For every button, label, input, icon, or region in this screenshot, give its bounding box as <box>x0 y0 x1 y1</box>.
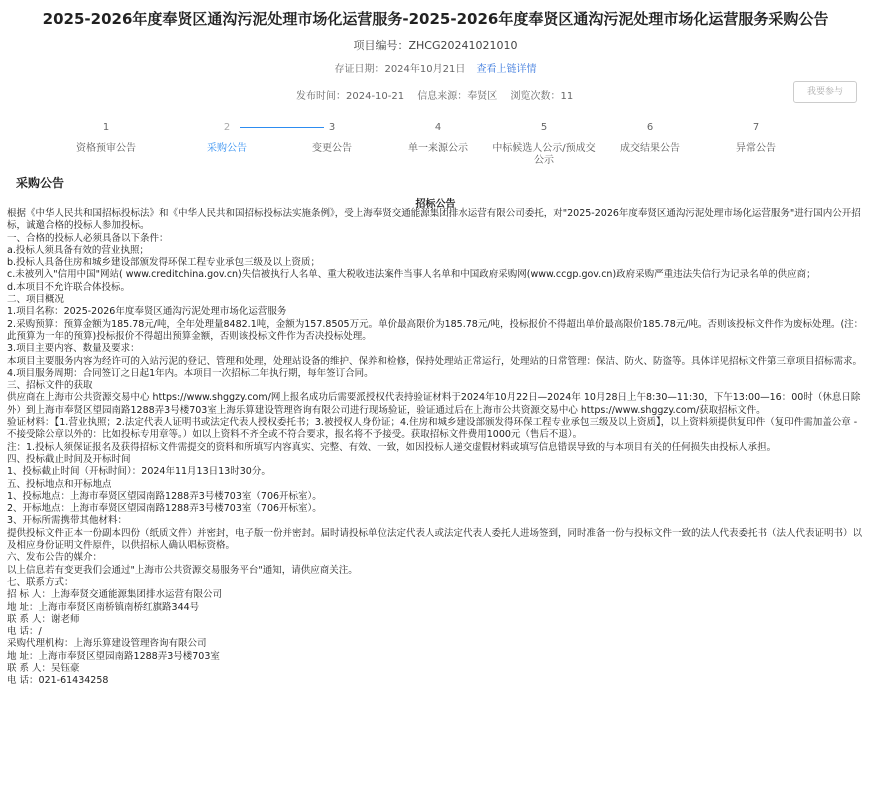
project-number: 项目编号：ZHCG20241021010 <box>353 39 518 52</box>
join-button[interactable]: 我要参与 <box>793 81 857 103</box>
step-procurement-notice[interactable]: 2 采购公告 <box>207 122 247 154</box>
body-paragraph: 四、投标截止时间及开标时间 <box>7 453 131 465</box>
body-paragraph: 七、联系方式： <box>7 576 74 588</box>
body-paragraph: 2.采购预算：预算金额为185.78元/吨，全年处理量8482.1吨，金额为157.8505万元。单价最高限价为185.78元/吨，投标报价不得超出单价最高限价185.78元/吨。否则该投标文件作为废标处理。(注：此预算为一年的预算)投标报价不得超出预算金额，否则该投标文件作为否决投标处理。 <box>7 318 864 342</box>
body-paragraph: 2、开标地点：上海市奉贤区望园南路1288弄3号楼703室（706开标室）。 <box>7 503 322 515</box>
step-prequalification[interactable]: 1 资格预审公告 <box>76 122 136 154</box>
process-steps <box>54 122 814 172</box>
body-paragraph: d.本项目不允许联合体投标。 <box>7 281 131 293</box>
chain-detail-link[interactable]: 查看上链详情 <box>476 64 537 75</box>
document-title: 招标公告 <box>415 199 456 210</box>
step-change-notice[interactable]: 3 变更公告 <box>312 122 352 154</box>
body-paragraph: 采购代理机构：上海乐算建设管理咨询有限公司 <box>7 638 207 650</box>
body-paragraph: 1、投标截止时间（开标时间）：2024年11月13日13时30分。 <box>7 466 271 478</box>
body-paragraph: 3、开标所需携带其他材料： <box>7 515 128 527</box>
info-source: 信息来源：奉贤区 <box>417 91 498 102</box>
body-paragraph: 电 话：021-61434258 <box>7 675 109 687</box>
body-paragraph: 4.项目服务周期：合同签订之日起1年内。本项目一次招标二年执行期，每年签订合同。 <box>7 367 374 379</box>
body-paragraph: 提供投标文件正本一份副本四份（纸质文件）并密封，电子版一份并密封。届时请投标单位法定代表人或法定代表人委托人进场签到，同时准备一份与投标文件一致的法人代表委托书（法人代表证明书）以及相应身份证明文件原件，以供招标人确认唱标资格。 <box>7 527 863 552</box>
body-paragraph: 六、发布公告的媒介： <box>7 552 103 564</box>
publish-time: 发布时间：2024-10-21 <box>296 91 405 102</box>
body-paragraph: 验证材料：【1.营业执照；2.法定代表人证明书或法定代表人授权委托书；3.被授权人身份证；4.住房和城乡建设部颁发得环保工程专业承包三级及以上资质】，以上资料须提供复印件（复印件需加盖公章 - 不接受除公章以外的：比如投标专用章等。）如以上资料不齐全或不符合要求，报名将不予接受。获取招标文件费用1000元（售后不退）。 <box>7 417 858 441</box>
body-paragraph: c.未被列入"信用中国"网站( www.creditchina.gov.cn)失信被执行人名单、重大税收违法案件当事人名单和中国政府采购网(www.ccgp.gov.cn)政府采购严重违法失信行为记录名单的供应商； <box>7 269 816 281</box>
deposit-info <box>0 60 871 75</box>
body-paragraph: 电 话：/ <box>7 626 42 638</box>
body-paragraph: 1、投标地点：上海市奉贤区望园南路1288弄3号楼703室（706开标室）。 <box>7 490 322 502</box>
body-paragraph: 五、投标地点和开标地点 <box>7 478 112 490</box>
body-paragraph: a.投标人须具备有效的营业执照； <box>7 244 149 256</box>
body-paragraph: 地 址：上海市奉贤区望园南路1288弄3号楼703室 <box>7 650 220 662</box>
document-body <box>7 208 865 688</box>
step-exception-notice[interactable]: 7 异常公告 <box>736 122 776 154</box>
body-paragraph: 1.项目名称：2025-2026年度奉贤区通沟污泥处理市场化运营服务 <box>7 306 287 318</box>
body-paragraph: 根据《中华人民共和国招标投标法》和《中华人民共和国招标投标法实施条例》，受上海奉贤交通能源集团排水运营有限公司委托，对"2025-2026年度奉贤区通沟污泥处理市场化运营服务"进行国内公开招标，诚邀合格的投标人参加投标。 <box>7 208 861 232</box>
body-paragraph: 注：1.投标人须保证报名及获得招标文件需提交的资料和所填写内容真实、完整、有效、一致，如因投标人递交虚假材料或填写信息错误导致的与本项目有关的任何损失由投标人承担。 <box>7 441 777 453</box>
body-paragraph: 联 系 人：吴钰豪 <box>7 662 80 674</box>
body-paragraph: 三、招标文件的获取 <box>7 380 93 392</box>
step-result-notice[interactable]: 6 成交结果公告 <box>620 122 680 154</box>
page-title: 2025-2026年度奉贤区通沟污泥处理市场化运营服务-2025-2026年度奉贤区通沟污泥处理市场化运营服务采购公告 <box>42 10 829 28</box>
step-candidate-notice[interactable]: 5 中标候选人公示/预成交公示 <box>492 122 596 166</box>
view-count: 浏览次数：11 <box>510 91 574 102</box>
body-paragraph: 地 址：上海市奉贤区南桥镇南桥红旗路344号 <box>7 601 200 613</box>
step-single-source[interactable]: 4 单一来源公示 <box>408 122 468 154</box>
body-paragraph: 以上信息若有变更我们会通过"上海市公共资源交易服务平台"通知，请供应商关注。 <box>7 564 358 576</box>
deposit-date: 存证日期：2024年10月21日 <box>334 64 466 75</box>
section-heading: 采购公告 <box>16 176 65 190</box>
body-paragraph: 联 系 人：谢老师 <box>7 613 80 625</box>
body-paragraph: 一、合格的投标人必须具备以下条件： <box>7 232 169 244</box>
body-paragraph: 二、项目概况 <box>7 294 65 306</box>
meta-info <box>296 87 583 102</box>
body-paragraph: 本项目主要服务内容为经许可的入站污泥的登记、管理和处理，处理站设备的维护、保养和检修，保持处理站正常运行，处理站的日常管理：保洁、防火、防盗等。具体详见招标文件第三章项目招标需求。 <box>7 355 863 367</box>
body-paragraph: b.投标人具备住房和城乡建设部颁发得环保工程专业承包三级及以上资质； <box>7 257 321 269</box>
body-paragraph: 3.项目主要内容、数量及要求： <box>7 343 140 355</box>
body-paragraph: 招 标 人：上海奉贤交通能源集团排水运营有限公司 <box>7 589 223 601</box>
body-paragraph: 供应商在上海市公共资源交易中心 https://www.shggzy.com/网上报名成功后需要派授权代表持验证材料于2024年10月22日—2024年 10月28日上午8:30—11:30，下午13:00—16：00时（休息日除外）到上海市奉贤区望园南路1288弄3号楼703室上海乐算建设管理咨询有限公司进行现场验证，验证通过后在上海市公共资源交易中心 https://www.shggzy.com/获取招标文件。 <box>7 392 861 416</box>
